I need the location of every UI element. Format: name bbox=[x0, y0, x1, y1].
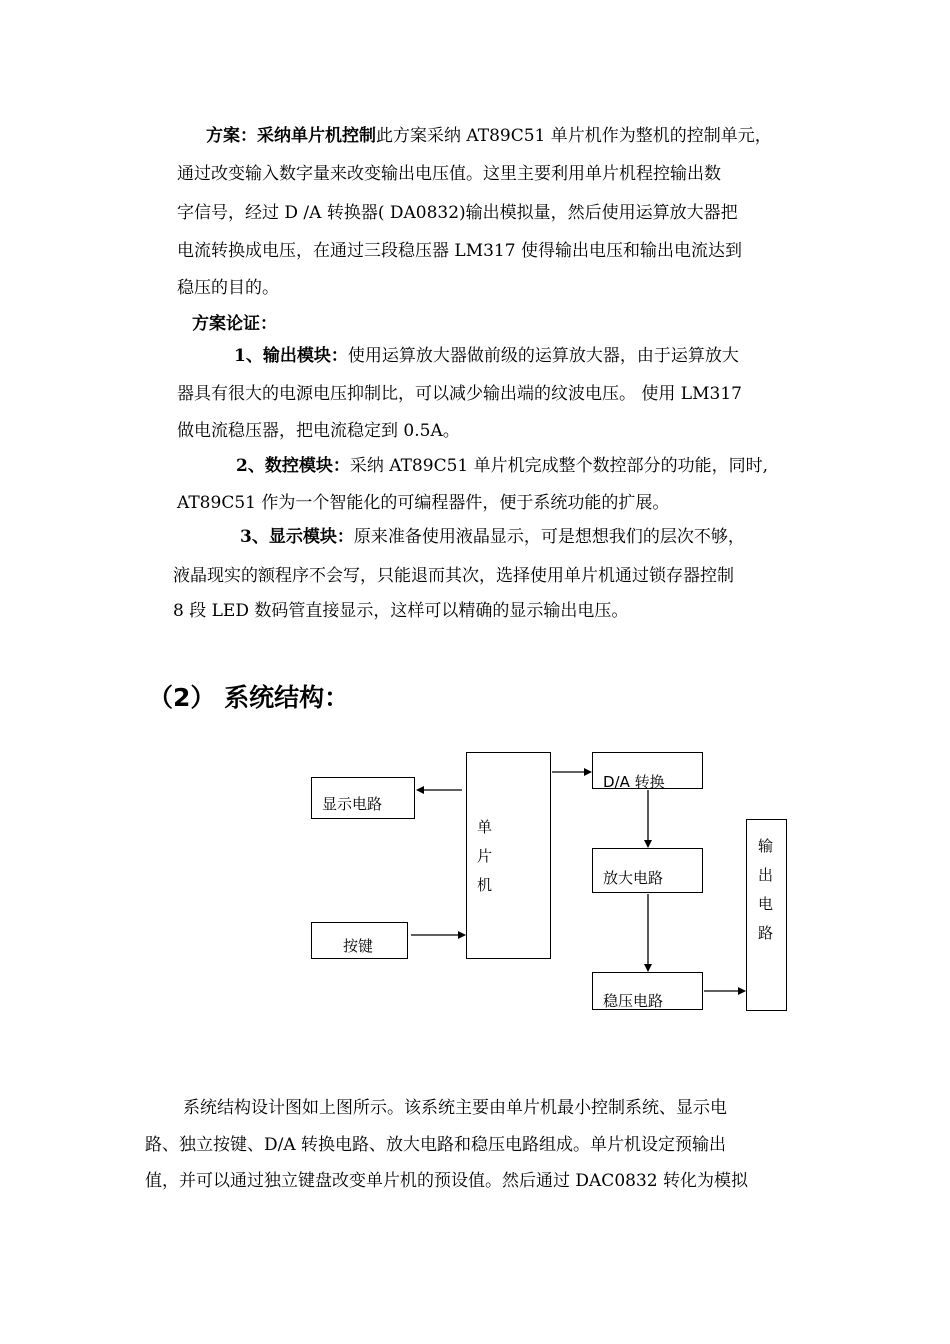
argument-item3-title: 3、显示模块： bbox=[240, 527, 354, 547]
mcu-label-char-3: 机 bbox=[477, 876, 493, 894]
da-converter-label: D/A 转换 bbox=[603, 773, 665, 791]
output-label-char-3: 电 bbox=[758, 895, 774, 913]
summary-line-2: 路、独立按键、D/A 转换电路、放大电路和稳压电路组成。单片机设定预输出 bbox=[145, 1135, 727, 1155]
argument-item3-text: 原来准备使用液晶显示，可是想想我们的层次不够， bbox=[353, 527, 745, 547]
amplifier-label: 放大电路 bbox=[603, 869, 664, 887]
keys-label: 按键 bbox=[343, 937, 374, 955]
argument-item3-line2: 液晶现实的额程序不会写，只能退而其次，选择使用单片机通过锁存器控制 bbox=[173, 566, 734, 586]
display-circuit-label: 显示电路 bbox=[322, 795, 383, 813]
argument-item1-text: 使用运算放大器做前级的运算放大器，由于运算放大 bbox=[347, 346, 739, 366]
argument-item3-line3: 8 段 LED 数码管直接显示，这样可以精确的显示输出电压。 bbox=[173, 601, 629, 621]
scheme-line-1-text: 此方案采纳 AT89C51 单片机作为整机的控制单元， bbox=[376, 126, 772, 146]
summary-line-1: 系统结构设计图如上图所示。该系统主要由单片机最小控制系统、显示电 bbox=[183, 1098, 727, 1118]
argument-item2-line2: AT89C51 作为一个智能化的可编程器件，便于系统功能的扩展。 bbox=[177, 493, 670, 513]
argument-title: 方案论证： bbox=[192, 314, 277, 334]
scheme-line-5: 稳压的目的。 bbox=[177, 278, 279, 298]
output-label-char-1: 输 bbox=[758, 837, 774, 855]
summary-line-3: 值，并可以通过独立键盘改变单片机的预设值。然后通过 DAC0832 转化为模拟 bbox=[145, 1171, 748, 1191]
output-label-char-2: 出 bbox=[758, 866, 774, 884]
section-heading: （2） 系统结构： bbox=[148, 683, 350, 712]
scheme-line-2: 通过改变输入数字量来改变输出电压值。这里主要利用单片机程控输出数 bbox=[177, 164, 721, 184]
argument-item1-title: 1、输出模块： bbox=[234, 346, 348, 366]
mcu-label-char-1: 单 bbox=[477, 818, 493, 836]
argument-item1-line2: 器具有很大的电源电压抑制比，可以减少输出端的纹波电压。 使用 LM317 bbox=[177, 384, 742, 404]
argument-item1-line3: 做电流稳压器，把电流稳定到 0.5A。 bbox=[177, 421, 460, 441]
argument-item2-text: 采纳 AT89C51 单片机完成整个数控部分的功能，同时, bbox=[349, 456, 769, 476]
scheme-title: 方案：采纳单片机控制 bbox=[206, 126, 376, 146]
regulator-label: 稳压电路 bbox=[603, 992, 664, 1010]
output-label-char-4: 路 bbox=[758, 924, 774, 942]
scheme-line-3: 字信号，经过 D /A 转换器( DA0832)输出模拟量，然后使用运算放大器把 bbox=[177, 203, 738, 223]
mcu-label-char-2: 片 bbox=[477, 847, 493, 865]
argument-item2-title: 2、数控模块： bbox=[236, 456, 350, 476]
scheme-line-4: 电流转换成电压，在通过三段稳压器 LM317 使得输出电压和输出电流达到 bbox=[177, 241, 742, 261]
